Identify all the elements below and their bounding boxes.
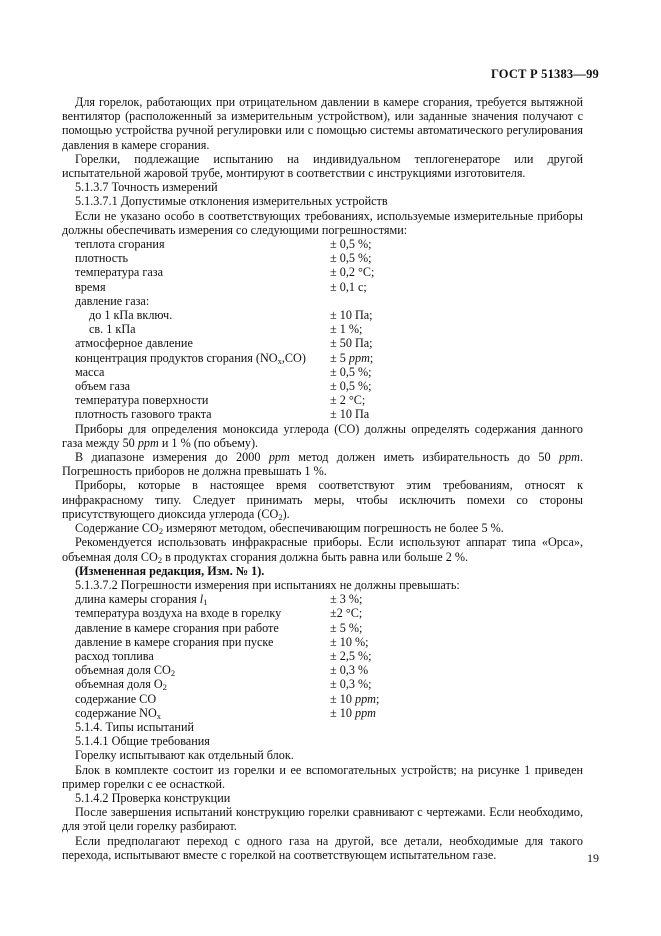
item-value: ± 0,5 %; <box>330 237 372 252</box>
item-value: ± 2 °С; <box>330 393 366 408</box>
list-item <box>62 663 583 677</box>
item-label: объемная доля $O_2$ <box>75 677 167 693</box>
item-label: атмосферное давление <box>75 336 193 351</box>
item-label: объем газа <box>75 379 131 394</box>
paragraph: Если предполагают переход с одного газа на другой, все детали, необходимые для такого перехода, испытывают вместе с горелкой на соответствующем испытательном газе. <box>62 833 583 862</box>
page-number: 19 <box>587 851 599 865</box>
list-item <box>62 237 583 251</box>
section-heading: 5.1.3.7.1 Допустимые отклонения измерительных устройств <box>75 194 388 209</box>
list-item <box>62 280 583 294</box>
item-value: ± 10 ppm; <box>330 691 380 706</box>
list-item <box>62 351 583 365</box>
paragraph: Приборы, которые в настоящее время соответствуют этим требованиям, относят к инфракрасному типу. Следует принимать меры, чтобы исключить помехи со стороны присутствующего диоксида углерода $(CO_2)$. <box>62 478 583 522</box>
section-heading: 5.1.4.1 Общие требования <box>75 734 210 749</box>
item-label: длина камеры сгорания $l_1$ <box>75 592 208 608</box>
list-item <box>62 294 583 308</box>
paragraph: Содержание $CO_2$ измеряют методом, обеспечивающим погрешность не более 5 %. <box>75 521 504 537</box>
item-value: ± 1 %; <box>330 322 363 337</box>
list-item <box>62 393 583 407</box>
section-heading: 5.1.3.7.2 Погрешности измерения при испытаниях не должны превышать: <box>75 577 460 592</box>
item-value: ± 3 %; <box>330 592 363 607</box>
item-label: плотность <box>75 251 129 266</box>
list-item <box>62 265 583 279</box>
document-code: ГОСТ Р 51383—99 <box>490 67 599 81</box>
item-label: содержание CO <box>75 691 157 706</box>
paragraph: Горелку испытывают как отдельный блок. <box>75 748 294 763</box>
list-item <box>62 336 583 350</box>
list-item <box>62 692 583 706</box>
item-label: св. 1 кПа <box>89 322 136 337</box>
item-label: содержание $NO_x$ <box>75 705 162 721</box>
paragraph: Горелки, подлежащие испытанию на индивидуальном теплогенераторе или другой испытательной жаровой трубе, монтируют в соответствии с инструкциями изготовителя. <box>62 151 583 181</box>
item-label: время <box>75 279 106 294</box>
item-value: ±2 °С; <box>330 606 363 621</box>
item-label: до 1 кПа включ. <box>89 308 173 323</box>
section-heading: 5.1.4. Типы испытаний <box>75 719 194 734</box>
item-label: плотность газового тракта <box>75 407 212 422</box>
item-label: температура воздуха на входе в горелку <box>75 606 282 621</box>
list-item <box>62 592 583 606</box>
item-value: ± 2,5 %; <box>330 648 372 663</box>
item-label: теплота сгорания <box>75 237 165 252</box>
paragraph: После завершения испытаний конструкцию горелки сравнивают с чертежами. Если необходимо, для этой цели горелку разбирают. <box>62 805 583 834</box>
tolerance-list <box>62 237 583 422</box>
list-item <box>62 322 583 336</box>
item-label: давление в камере сгорания при работе <box>75 620 279 635</box>
list-item <box>62 365 583 379</box>
section-heading: 5.1.3.7 Точность измерений <box>75 180 218 195</box>
item-label: давление в камере сгорания при пуске <box>75 634 274 649</box>
item-value: ± 50 Па; <box>330 336 373 351</box>
item-value: ± 0,3 % <box>330 663 369 678</box>
item-value: ± 10 Па; <box>330 308 373 323</box>
item-value: ± 10 Па <box>330 407 370 422</box>
item-value: ± 5 ppm; <box>330 350 374 365</box>
item-value: ± 10 %; <box>330 634 369 649</box>
list-item <box>62 308 583 322</box>
amendment-note: (Измененная редакция, Изм. № 1). <box>75 563 265 578</box>
item-value: ± 5 %; <box>330 620 363 635</box>
list-item <box>62 677 583 691</box>
item-label: температура поверхности <box>75 393 209 408</box>
list-item <box>62 706 583 720</box>
item-label: расход топлива <box>75 648 154 663</box>
list-item <box>62 407 583 421</box>
item-value: ± 10 ppm <box>330 705 376 720</box>
section-heading: 5.1.4.2 Проверка конструкции <box>75 790 231 805</box>
item-value <box>330 294 583 308</box>
document-body <box>62 95 583 862</box>
list-item <box>62 621 583 635</box>
paragraph: Приборы для определения моноксида углерода (CO) должны определять содержания данного газа между 50 ppm и 1 % (по объему). <box>62 421 583 450</box>
item-value: ± 0,3 %; <box>330 677 372 692</box>
item-label: масса <box>75 364 105 379</box>
list-item <box>62 251 583 265</box>
item-value: ± 0,5 %; <box>330 251 372 266</box>
item-label: температура газа <box>75 265 164 280</box>
item-label: концентрация продуктов сгорания $(NO_x,CO)$ <box>75 350 306 366</box>
list-item <box>62 635 583 649</box>
list-item <box>62 606 583 620</box>
paragraph: Блок в комплекте состоит из горелки и ее вспомогательных устройств; на рисунке 1 приведен пример горелки с ее оснасткой. <box>62 762 583 791</box>
list-item <box>62 379 583 393</box>
paragraph: В диапазоне измерения до 2000 ppm метод должен иметь избирательность до 50 ppm. Погрешность приборов не должна превышать 1 %. <box>62 450 583 479</box>
paragraph: Если не указано особо в соответствующих требованиях, используемые измерительные приборы должны обеспечивать измерения со следующими погрешностями: <box>62 208 583 237</box>
paragraph: Для горелок, работающих при отрицательном давлении в камере сгорания, требуется вытяжной вентилятор (расположенный за измерительным устройством), или заданные значения получают с помощью устройства ручной регулировки или с помощью системы автоматического регулирования давления в камере сгорания. <box>62 95 583 152</box>
item-value: ± 0,1 с; <box>330 279 367 294</box>
item-value: ± 0,5 %; <box>330 379 372 394</box>
test-error-list <box>62 592 583 720</box>
item-value: ± 0,2 °С; <box>330 265 375 280</box>
item-label: давление газа: <box>75 293 150 308</box>
item-value: ± 0,5 %; <box>330 364 372 379</box>
list-item <box>62 649 583 663</box>
paragraph: Рекомендуется использовать инфракрасные приборы. Если используют аппарат типа «Орса», объемная доля $CO_2$ в продуктах сгорания должна быть равна или больше 2 %. <box>62 535 583 565</box>
item-label: объемная доля $CO_2$ <box>75 663 176 679</box>
